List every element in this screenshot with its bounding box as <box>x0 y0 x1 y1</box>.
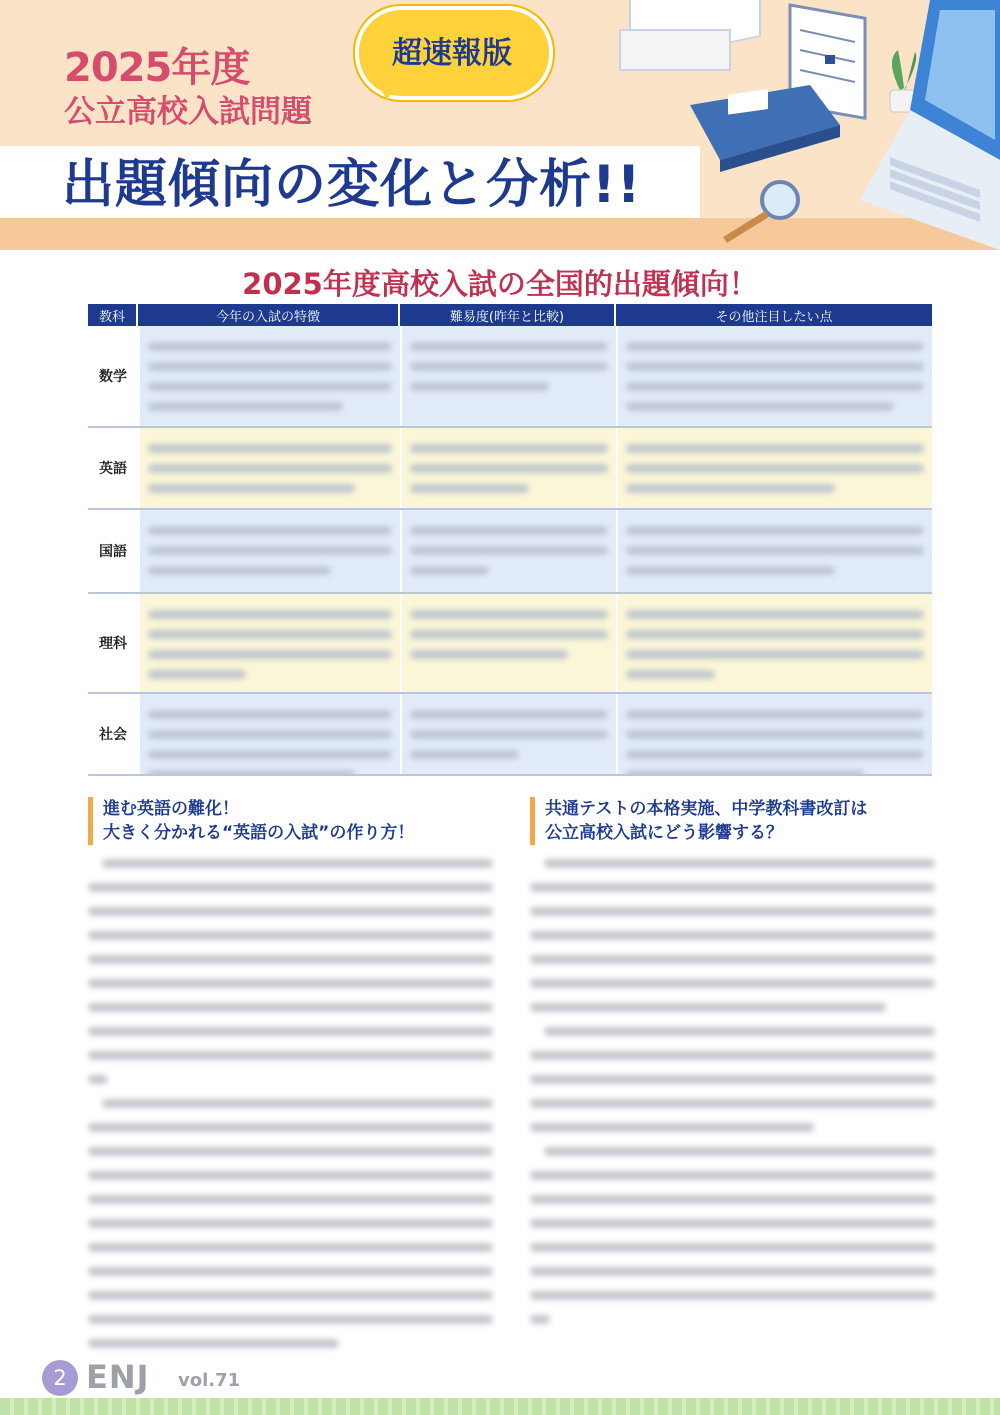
blurred-text-cell <box>138 510 400 592</box>
sub-title: 公立高校入試問題 <box>64 94 312 130</box>
desk-illustration <box>600 0 1000 250</box>
year-title: 2025年度 <box>64 45 250 91</box>
subject-cell: 英語 <box>88 428 138 508</box>
blurred-text-cell <box>138 428 400 508</box>
main-title: 出題傾向の変化と分析!! <box>62 155 642 215</box>
magazine-volume: vol.71 <box>178 1370 241 1391</box>
subject-cell: 国語 <box>88 510 138 592</box>
blurred-text-cell <box>400 326 616 426</box>
blurred-text-cell <box>138 326 400 426</box>
article-heading-line2: 公立高校入試にどう影響する？ <box>545 823 783 843</box>
blurred-text-cell <box>616 510 932 592</box>
book-icon <box>690 85 840 172</box>
laptop-icon <box>860 0 1000 250</box>
blurred-text-cell <box>138 594 400 692</box>
header-subject: 教科 <box>88 304 138 326</box>
article-heading <box>530 797 935 845</box>
subject-cell: 数学 <box>88 326 138 426</box>
header-banner <box>0 0 1000 250</box>
magnifier-icon <box>725 182 798 240</box>
blurred-text-cell <box>400 510 616 592</box>
blurred-text-cell <box>616 326 932 426</box>
header-difficulty: 難易度(昨年と比較) <box>400 304 616 326</box>
blurred-text-cell <box>138 694 400 774</box>
badge-bubble-tail <box>375 80 399 100</box>
table-title: 2025年度高校入試の全国的出題傾向！ <box>242 267 758 301</box>
blurred-article-body <box>530 859 935 1324</box>
header-features: 今年の入試の特徴 <box>138 304 400 326</box>
trend-table <box>88 304 932 776</box>
blurred-text-cell <box>616 694 932 774</box>
article-common-test <box>530 797 935 1339</box>
table-row <box>88 594 932 694</box>
subject-cell: 社会 <box>88 694 138 774</box>
footer-line <box>0 1398 1000 1415</box>
table-row <box>88 694 932 776</box>
blurred-article-body <box>88 859 493 1348</box>
subject-cell: 理科 <box>88 594 138 692</box>
badge-label: 超速報版 <box>392 36 512 71</box>
blurred-text-cell <box>616 594 932 692</box>
blurred-text-cell <box>616 428 932 508</box>
table-row <box>88 428 932 510</box>
article-heading-line1: 進む英語の難化！ <box>103 799 239 819</box>
blurred-text-cell <box>400 694 616 774</box>
magazine-name: ENJ <box>86 1358 150 1396</box>
header-notes: その他注目したい点 <box>715 309 833 325</box>
table-row <box>88 326 932 428</box>
article-heading-line2: 大きく分かれる“英語の入試”の作り方！ <box>103 823 415 843</box>
table-row <box>88 510 932 594</box>
table-header <box>88 304 932 326</box>
article-heading <box>88 797 493 845</box>
article-heading-line1: 共通テストの本格実施、中学教科書改訂は <box>545 799 868 819</box>
page-number: 2 <box>42 1360 78 1396</box>
blurred-text-cell <box>400 594 616 692</box>
blurred-text-cell <box>400 428 616 508</box>
article-english <box>88 797 493 1363</box>
